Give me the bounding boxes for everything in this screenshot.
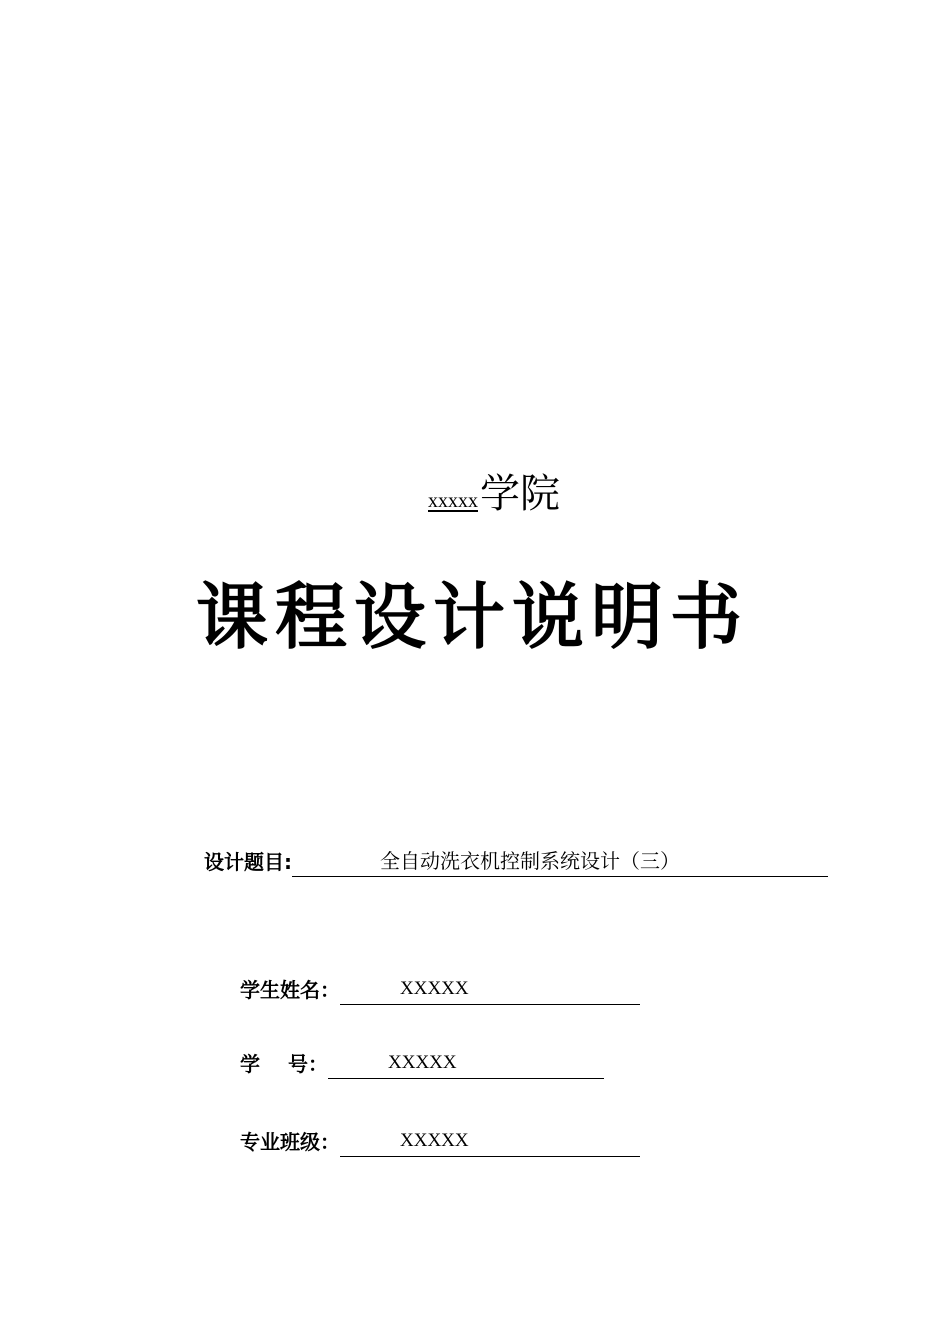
design-topic-row	[204, 846, 828, 877]
student-id-label-part2: 号：	[288, 1052, 328, 1076]
student-name-row	[240, 974, 640, 1005]
student-name-value: XXXXX	[340, 974, 640, 1005]
student-id-value: XXXXX	[328, 1048, 604, 1079]
college-suffix: 学院	[480, 471, 560, 517]
college-name	[428, 462, 560, 522]
student-id-row	[240, 1048, 604, 1079]
major-class-label: 专业班级：	[240, 1130, 340, 1154]
design-topic-value: 全自动洗衣机控制系统设计（三）	[292, 846, 828, 877]
student-id-label-part1: 学	[240, 1052, 260, 1076]
student-name-label: 学生姓名：	[240, 978, 340, 1002]
major-class-row	[240, 1126, 640, 1157]
college-name-placeholder: xxxxx	[428, 490, 478, 512]
major-class-value: XXXXX	[340, 1126, 640, 1157]
document-title: 课程设计说明书	[196, 575, 750, 659]
design-topic-label: 设计题目:	[204, 850, 292, 874]
